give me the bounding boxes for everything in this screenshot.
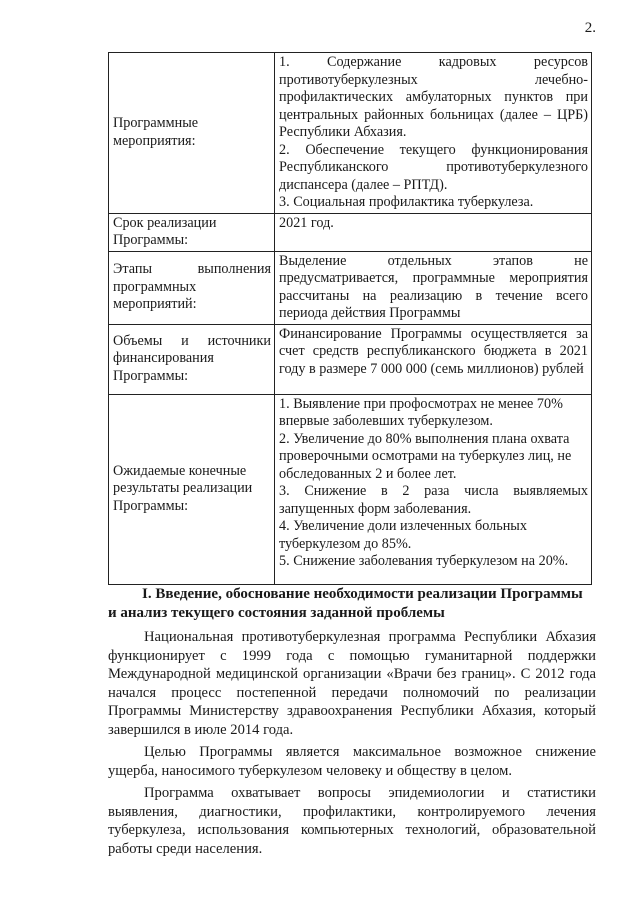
section-heading [108,585,596,623]
list-item: Выделение отдельных этапов не предусматривается, программные мероприятия рассчитаны на реализацию в течение всего периода действия Программы [279,252,588,321]
list-item: 2. Увеличение до 80% выполнения плана охвата проверочными осмотрами на туберкулез лиц, не обследованных 2 и более лет. [279,430,572,482]
row-value [275,251,592,324]
table-row [109,251,592,324]
list-item: 1. Содержание кадровых ресурсов противотуберкулезных лечебно-профилактических амбулаторных пунктов при центральных районных больницах (далее – ЦРБ) Республики Абхазия. [279,54,588,140]
paragraph: Программа охватывает вопросы эпидемиологии и статистики выявления, диагностики, профилактики, контролируемого лечения туберкулеза, использования компьютерных технологий, образовательной работы среди населения. [108,785,596,857]
row-label: Срок реализации Программы: [109,213,275,251]
list-item: 2. Обеспечение текущего функционирования Республиканского противотуберкулезного диспансера (далее – РПТД). [279,141,588,193]
program-passport-table [108,52,592,585]
section-heading-line: и анализ текущего состояния заданной проблемы [108,605,445,621]
row-label: Ожидаемые конечные результаты реализации Программы: [109,394,275,584]
row-label: Этапы выполнения программных мероприятий: [109,251,275,324]
list-item: Финансирование Программы осуществляется за счет средств республиканского бюджета в 2021 году в размере 7 000 000 (семь миллионов) рублей [279,325,588,377]
list-item: 2021 год. [279,214,334,231]
list-item: 3. Социальная профилактика туберкулеза. [279,194,534,210]
row-label: Объемы и источники финансирования Программы: [109,324,275,394]
table-row [109,53,592,214]
row-value [275,324,592,394]
page-number: 2. [584,20,596,36]
list-item: 1. Выявление при профосмотрах не менее 70% впервые заболевших туберкулезом. [279,395,563,429]
section-body [108,628,596,862]
paragraph: Национальная противотуберкулезная программа Республики Абхазия функционирует с 1999 года с помощью гуманитарной поддержки Международной медицинской организации «Врачи без границ». С 2012 года начался процесс постепенной передачи полномочий по реализации Программы Министерству здравоохранения Республики Абхазия, который завершился в июле 2014 года. [108,629,596,738]
list-item: 5. Снижение заболевания туберкулезом на 20%. [279,553,569,569]
list-item: 4. Увеличение доли излеченных больных туберкулезом до 85%. [279,518,527,552]
table-row [109,394,592,584]
table-row [109,324,592,394]
row-label: Программные мероприятия: [109,53,275,214]
row-value [275,213,592,251]
paragraph: Целью Программы является максимальное возможное снижение ущерба, наносимого туберкулезом человеку и обществу в целом. [108,744,596,779]
table-row [109,213,592,251]
row-value [275,394,592,584]
list-item: 3. Снижение в 2 раза числа выявляемых запущенных форм заболевания. [279,483,588,517]
row-value [275,53,592,214]
section-heading-line: I. Введение, обоснование необходимости реализации Программы [142,586,583,602]
